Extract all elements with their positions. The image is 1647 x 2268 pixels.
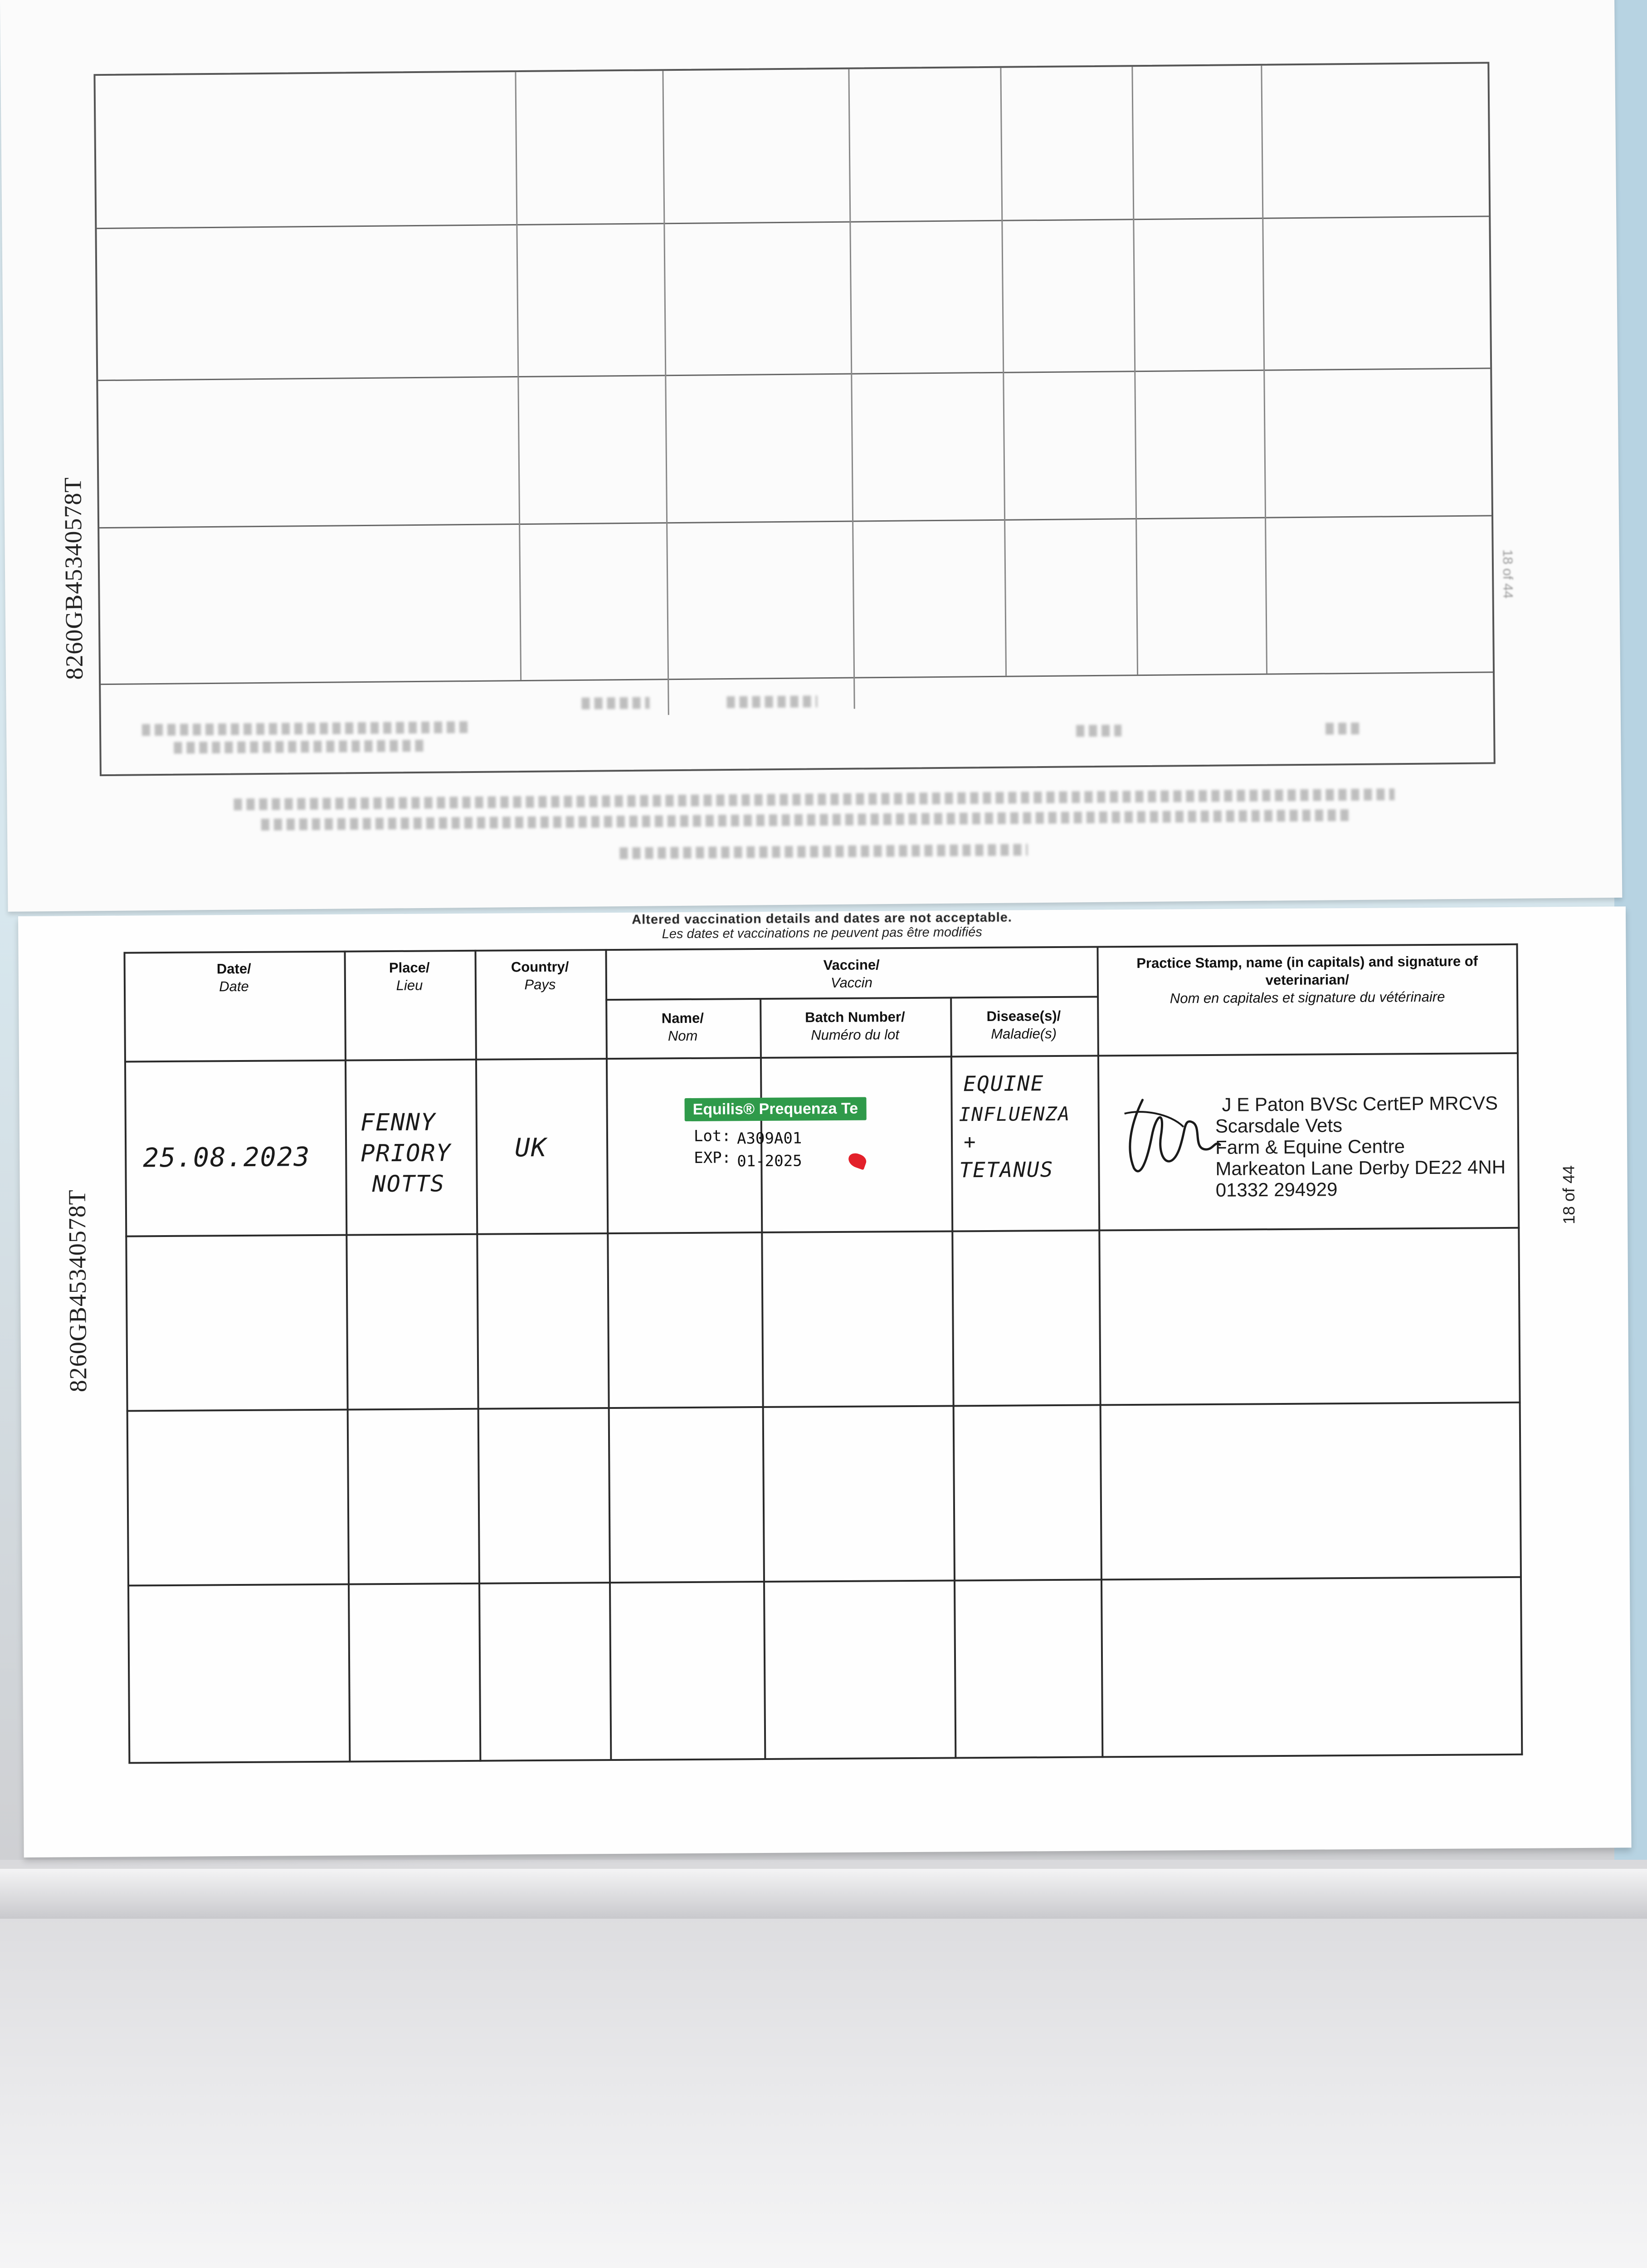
disease-line3: + — [963, 1130, 977, 1154]
blurred-header-text — [142, 721, 468, 736]
stamp-line2: Scarsdale Vets — [1215, 1114, 1343, 1137]
grid-row-line — [97, 215, 1489, 229]
header-country: Country/ Pays — [511, 958, 569, 992]
facing-page-upside-down — [0, 0, 1622, 912]
grid-row-line — [101, 671, 1493, 685]
veterinarian-signature — [1115, 1081, 1224, 1191]
col-line — [1096, 946, 1103, 1758]
stamp-line3: Farm & Equine Centre — [1215, 1135, 1405, 1158]
passport-cover-edge — [0, 1869, 1647, 1919]
col-line — [950, 997, 956, 1759]
row-line — [127, 1576, 1522, 1587]
stamp-line4: Markeaton Lane Derby DE22 4NH — [1215, 1156, 1506, 1179]
blurred-header-text — [1076, 724, 1121, 737]
header-diseases: Disease(s)/ Maladie(s) — [986, 1007, 1061, 1042]
grid-col-line — [848, 69, 855, 709]
row-line — [127, 1402, 1521, 1412]
page-number-top-blurred: 18 of 44 — [1500, 549, 1515, 599]
header-date: Date/ Date — [216, 960, 251, 995]
header-batch-number: Batch Number/ Numéro du lot — [805, 1009, 905, 1043]
row-line — [125, 1227, 1520, 1237]
header-practice-stamp: Practice Stamp, name (in capitals) and signature of veterinarian/ Nom en capitales et signature du vétérinaire — [1136, 953, 1478, 1006]
col-line — [474, 950, 481, 1762]
blurred-header-text — [1325, 723, 1362, 735]
exp-date: 01-2025 — [737, 1152, 802, 1171]
disease-line2: INFLUENZA — [959, 1102, 1071, 1126]
table-border — [128, 1754, 1523, 1764]
blurred-footer-text — [261, 809, 1350, 831]
vaccine-sticker-label: Equilis® Prequenza Te — [684, 1097, 866, 1121]
grid-col-line — [662, 71, 669, 715]
blurred-header-text — [726, 695, 817, 708]
header-vaccine-name: Name/ Nom — [661, 1010, 704, 1044]
blurred-header-text — [174, 740, 428, 754]
blurred-header-text — [581, 697, 649, 709]
alteration-warning-en: Altered vaccination details and dates are not acceptable. — [632, 910, 1012, 927]
table-border — [1516, 943, 1523, 1755]
col-line — [344, 951, 351, 1763]
passport-number-top: 8260GB45340578T — [59, 477, 88, 680]
red-mark — [846, 1151, 868, 1170]
table-border — [123, 943, 1518, 954]
header-place: Place/ Lieu — [389, 959, 430, 993]
entry-country: UK — [514, 1133, 547, 1163]
lot-number: A309A01 — [736, 1129, 802, 1148]
vaccination-record-page — [18, 906, 1632, 1857]
lot-label: Lot: — [693, 1127, 731, 1145]
stamp-line1: J E Paton BVSc CertEP MRCVS — [1222, 1092, 1498, 1115]
empty-vaccination-grid — [93, 62, 1495, 776]
exp-label: EXP: — [694, 1149, 731, 1167]
page-number: 18 of 44 — [1559, 1165, 1579, 1225]
disease-line1: EQUINE — [963, 1071, 1044, 1096]
scanner-background-lower — [0, 1860, 1647, 2268]
grid-row-line — [98, 367, 1490, 381]
stamp-line5: 01332 294929 — [1215, 1178, 1338, 1201]
entry-place-line3: NOTTS — [372, 1170, 445, 1198]
col-line — [605, 949, 612, 1761]
alteration-warning-fr: Les dates et vaccinations ne peuvent pas être modifiés — [662, 925, 982, 942]
entry-date: 25.08.2023 — [143, 1141, 311, 1173]
disease-line4: TETANUS — [959, 1157, 1054, 1183]
entry-place-line2: PRIORY — [361, 1139, 452, 1168]
header-vaccine: Vaccine/ Vaccin — [823, 957, 880, 991]
blurred-footer-text — [234, 788, 1394, 810]
header-bottom-line — [124, 1052, 1519, 1063]
vaccination-table — [123, 943, 1523, 1764]
passport-number: 8260GB45340578T — [63, 1189, 92, 1393]
entry-place-line1: FENNY — [360, 1109, 436, 1137]
table-border — [123, 952, 130, 1764]
blurred-footer-text — [619, 844, 1028, 859]
vaccine-subheader-line — [605, 996, 1098, 1001]
grid-row-line — [99, 515, 1491, 528]
